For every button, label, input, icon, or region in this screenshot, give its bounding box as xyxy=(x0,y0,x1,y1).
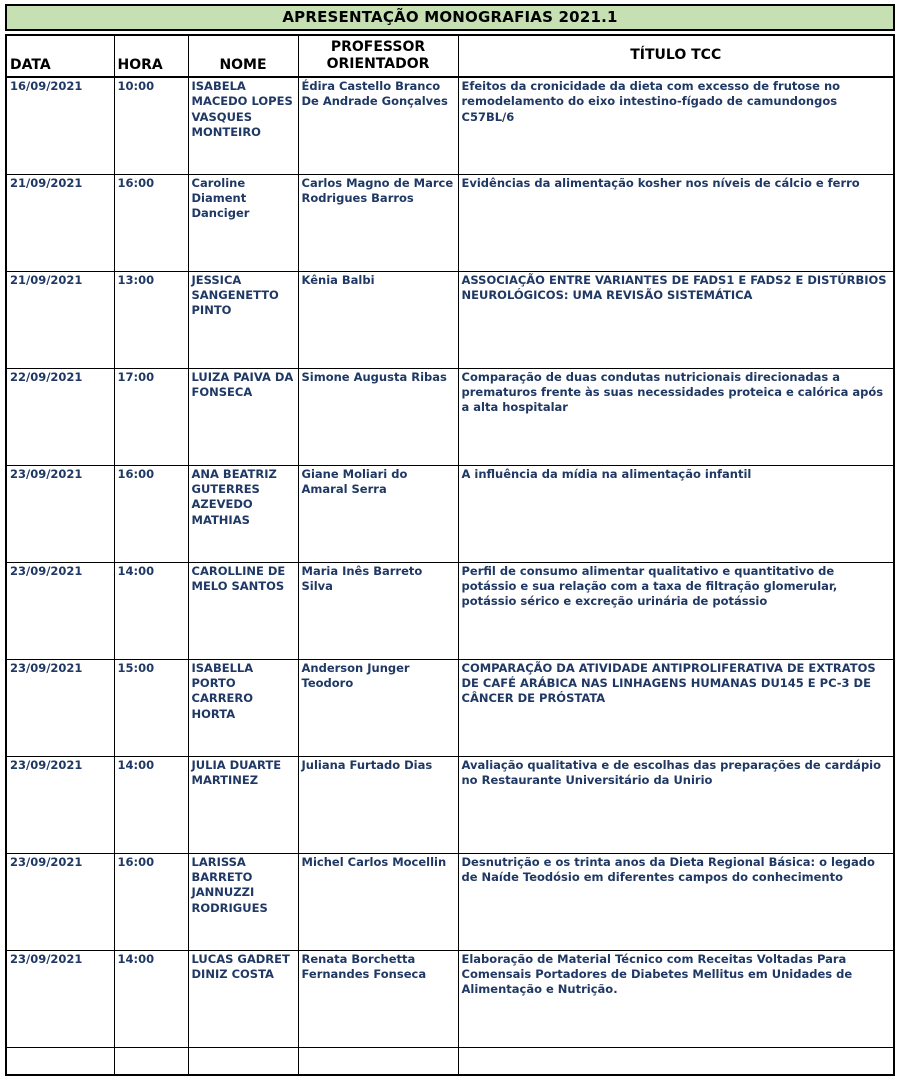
cell-orientador: Carlos Magno de Marce Rodrigues Barros xyxy=(298,174,458,271)
cell-nome: LUIZA PAIVA DA FONSECA xyxy=(188,368,298,465)
cell-hora: 16:00 xyxy=(114,174,188,271)
cell-nome: LUCAS GADRET DINIZ COSTA xyxy=(188,950,298,1047)
cell-hora: 15:00 xyxy=(114,659,188,756)
cell-nome: JULIA DUARTE MARTINEZ xyxy=(188,756,298,853)
cell-titulo: Efeitos da cronicidade da dieta com excesso de frutose no remodelamento do eixo intestino-fígado de camundongos C57BL/6 xyxy=(458,77,894,174)
cell-data: 21/09/2021 xyxy=(6,174,114,271)
cell-nome: JESSICA SANGENETTO PINTO xyxy=(188,271,298,368)
cell-titulo: Avaliação qualitativa e de escolhas das preparações de cardápio no Restaurante Universitário da Unirio xyxy=(458,756,894,853)
table-row xyxy=(6,77,894,174)
cell-data: 23/09/2021 xyxy=(6,659,114,756)
cell-orientador: Renata Borchetta Fernandes Fonseca xyxy=(298,950,458,1047)
cell-orientador: Michel Carlos Mocellin xyxy=(298,853,458,950)
cell-titulo: A influência da mídia na alimentação infantil xyxy=(458,465,894,562)
column-header-nome: NOME xyxy=(188,35,298,77)
cell-titulo: COMPARAÇÃO DA ATIVIDADE ANTIPROLIFERATIVA DE EXTRATOS DE CAFÉ ARÁBICA NAS LINHAGENS HUMANAS DU145 E PC-3 DE CÂNCER DE PRÓSTATA xyxy=(458,659,894,756)
cell-nome: LARISSA BARRETO JANNUZZI RODRIGUES xyxy=(188,853,298,950)
cell-hora: 13:00 xyxy=(114,271,188,368)
cell-nome: CAROLLINE DE MELO SANTOS xyxy=(188,562,298,659)
monografias-table xyxy=(5,34,895,1076)
table-body xyxy=(6,77,894,1075)
cell-orientador: Kênia Balbi xyxy=(298,271,458,368)
cell-nome: ISABELLA PORTO CARRERO HORTA xyxy=(188,659,298,756)
cell-titulo xyxy=(458,1047,894,1075)
cell-hora xyxy=(114,1047,188,1075)
cell-nome: ANA BEATRIZ GUTERRES AZEVEDO MATHIAS xyxy=(188,465,298,562)
page-title: APRESENTAÇÃO MONOGRAFIAS 2021.1 xyxy=(5,4,895,31)
table-row xyxy=(6,853,894,950)
column-header-data: DATA xyxy=(6,35,114,77)
table-row xyxy=(6,562,894,659)
cell-titulo: Perfil de consumo alimentar qualitativo e quantitativo de potássio e sua relação com a taxa de filtração glomerular, potássio sérico e excreção urinária de potássio xyxy=(458,562,894,659)
table-row xyxy=(6,756,894,853)
cell-hora: 17:00 xyxy=(114,368,188,465)
column-header-orientador: PROFESSOR ORIENTADOR xyxy=(298,35,458,77)
cell-orientador: Juliana Furtado Dias xyxy=(298,756,458,853)
cell-data: 21/09/2021 xyxy=(6,271,114,368)
cell-nome: Caroline Diament Danciger xyxy=(188,174,298,271)
cell-orientador: Anderson Junger Teodoro xyxy=(298,659,458,756)
table-header xyxy=(6,35,894,77)
cell-hora: 14:00 xyxy=(114,950,188,1047)
cell-data: 23/09/2021 xyxy=(6,562,114,659)
column-header-titulo: TÍTULO TCC xyxy=(458,35,894,77)
cell-titulo: ASSOCIAÇÃO ENTRE VARIANTES DE FADS1 E FADS2 E DISTÚRBIOS NEUROLÓGICOS: UMA REVISÃO SISTEMÁTICA xyxy=(458,271,894,368)
cell-data: 23/09/2021 xyxy=(6,950,114,1047)
cell-data: 23/09/2021 xyxy=(6,756,114,853)
cell-hora: 16:00 xyxy=(114,465,188,562)
cell-titulo: Comparação de duas condutas nutricionais direcionadas a prematuros frente às suas necessidades proteica e calórica após a alta hospitalar xyxy=(458,368,894,465)
cell-titulo: Elaboração de Material Técnico com Receitas Voltadas Para Comensais Portadores de Diabetes Mellitus em Unidades de Alimentação e Nutrição. xyxy=(458,950,894,1047)
cell-data xyxy=(6,1047,114,1075)
cell-nome xyxy=(188,1047,298,1075)
cell-data: 16/09/2021 xyxy=(6,77,114,174)
table-row xyxy=(6,368,894,465)
cell-orientador: Maria Inês Barreto Silva xyxy=(298,562,458,659)
cell-orientador: Édira Castello Branco De Andrade Gonçalves xyxy=(298,77,458,174)
empty-row xyxy=(6,1047,894,1075)
table-row xyxy=(6,271,894,368)
cell-orientador xyxy=(298,1047,458,1075)
cell-data: 23/09/2021 xyxy=(6,465,114,562)
table-row xyxy=(6,659,894,756)
table-row xyxy=(6,174,894,271)
cell-orientador: Simone Augusta Ribas xyxy=(298,368,458,465)
header-row xyxy=(6,35,894,77)
cell-nome: ISABELA MACEDO LOPES VASQUES MONTEIRO xyxy=(188,77,298,174)
table-row xyxy=(6,465,894,562)
column-header-hora: HORA xyxy=(114,35,188,77)
cell-hora: 10:00 xyxy=(114,77,188,174)
cell-hora: 14:00 xyxy=(114,756,188,853)
cell-titulo: Evidências da alimentação kosher nos níveis de cálcio e ferro xyxy=(458,174,894,271)
cell-titulo: Desnutrição e os trinta anos da Dieta Regional Básica: o legado de Naíde Teodósio em diferentes campos do conhecimento xyxy=(458,853,894,950)
cell-hora: 14:00 xyxy=(114,562,188,659)
cell-hora: 16:00 xyxy=(114,853,188,950)
table-row xyxy=(6,950,894,1047)
cell-data: 23/09/2021 xyxy=(6,853,114,950)
cell-orientador: Giane Moliari do Amaral Serra xyxy=(298,465,458,562)
cell-data: 22/09/2021 xyxy=(6,368,114,465)
